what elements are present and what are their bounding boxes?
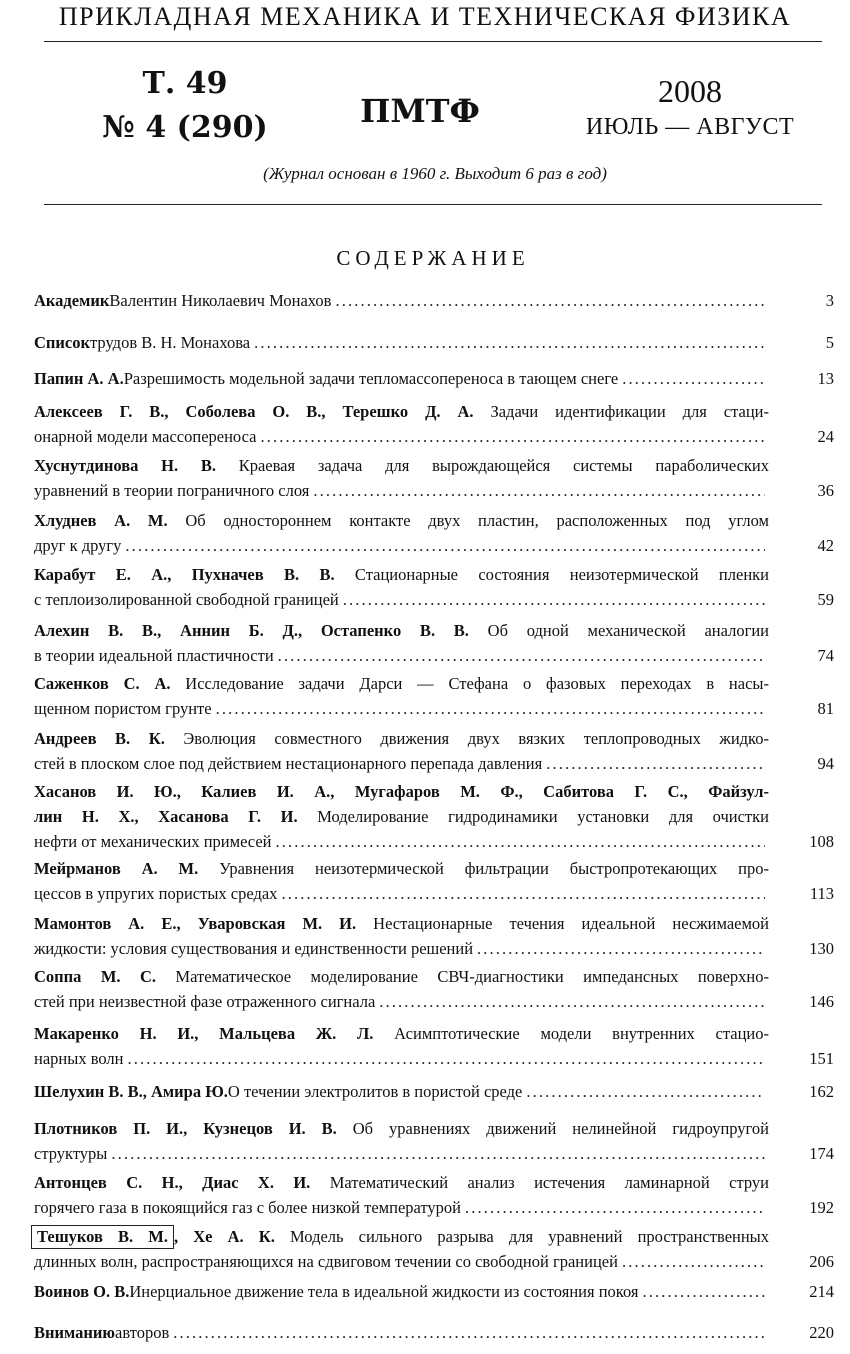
toc-title: друг к другу [34,536,122,555]
toc-author-boxed: Тешуков В. М. [31,1225,174,1249]
toc-entry [34,964,834,1014]
toc-entry [34,1079,834,1104]
contents-heading: СОДЕРЖАНИЕ [336,246,530,270]
toc-authors: Вниманию [34,1323,116,1342]
journal-abbreviation: ПМТФ [360,92,480,130]
dot-leader [622,1249,765,1274]
toc-authors: Папин А. А. [34,369,124,388]
toc-page-number: 206 [809,1252,834,1271]
toc-entry-line [34,751,769,776]
toc-title: О течении электролитов в пористой среде [227,1082,523,1101]
dot-leader [465,1195,765,1220]
toc-entry-line [34,1249,769,1274]
dot-leader [642,1279,765,1304]
toc-entry-line [34,1021,769,1046]
toc-entry [34,856,834,906]
toc-entry-line [34,424,769,449]
toc-entry-line [34,696,769,721]
toc-entry-line [34,288,769,313]
toc-entry-line [34,964,769,989]
toc-authors: Хлуднев А. М. [34,511,168,530]
toc-page-number: 3 [825,291,834,310]
dot-leader [216,696,765,721]
toc-page-number: 220 [809,1323,834,1342]
toc-entry-line [34,1046,769,1071]
toc-entry-line [34,1170,769,1195]
toc-title: авторов [115,1323,170,1342]
toc-authors: Макаренко Н. И., Мальцева Ж. Л. [34,1024,374,1043]
toc-authors: , Хе А. К. [174,1227,275,1246]
toc-entry-line [34,779,769,804]
toc-entry-line [34,856,769,881]
toc-entry-line [34,936,769,961]
toc-authors: Алехин В. В., Аннин Б. Д., Остапенко В. В. [34,621,469,640]
toc-page-number: 113 [809,884,834,903]
toc-entry-line [34,643,769,668]
toc-page-number: 5 [825,333,834,352]
toc-entry-line [34,1195,769,1220]
header-rule-bottom [44,204,822,205]
toc-authors: Карабут Е. А., Пухначев В. В. [34,565,335,584]
founded-note: (Журнал основан в 1960 г. Выходит 6 раз в год) [263,164,607,183]
toc-entry [34,618,834,668]
toc-title: в теории идеальной пластичности [34,646,274,665]
toc-title: структуры [34,1144,108,1163]
toc-page-number: 59 [817,590,834,609]
toc-page-number: 174 [809,1144,834,1163]
toc-title: Об одной механической аналогии [468,621,769,640]
dot-leader [125,533,765,558]
toc-authors: Академик [34,291,110,310]
toc-entry [34,726,834,776]
toc-page-number: 42 [817,536,834,555]
dot-leader [278,643,765,668]
toc-title: цессов в упругих пористых средах [34,884,278,903]
toc-entry-line [34,533,769,558]
toc-entry-line [34,453,769,478]
dot-leader [335,288,765,313]
toc-entry-line [34,330,769,355]
toc-title: Об одностороннем контакте двух пластин, расположенных под углом [167,511,769,530]
toc-entry [34,508,834,558]
toc-title: Математический анализ истечения ламинарной струи [310,1173,769,1192]
toc-title: Краевая задача для вырождающейся системы параболических [215,456,769,475]
journal-title: ПРИКЛАДНАЯ МЕХАНИКА И ТЕХНИЧЕСКАЯ ФИЗИКА [58,2,792,31]
toc-entry [34,779,834,854]
toc-entry-line [34,726,769,751]
toc-page-number: 146 [809,992,834,1011]
toc-authors: Мамонтов А. Е., Уваровская М. И. [34,914,357,933]
toc-entry [34,1279,834,1304]
toc-title: Стационарные состояния неизотермической пленки [334,565,769,584]
dot-leader [276,829,766,854]
toc-entry [34,366,834,391]
toc-entry [34,1224,834,1274]
toc-title: трудов В. Н. Монахова [90,333,251,352]
toc-title: стей в плоском слое под действием нестационарного перепада давления [34,754,543,773]
toc-authors: Алексеев Г. В., Соболева О. В., Терешко Д. А. [34,402,474,421]
dot-leader [281,881,765,906]
toc-entry [34,911,834,961]
toc-title: онарной модели массопереноса [34,427,257,446]
toc-title: Моделирование гидродинамики установки для очистки [297,807,769,826]
toc-title: Эволюция совместного движения двух вязких теплопроводных жидко- [164,729,769,748]
toc-authors: Андреев В. К. [34,729,165,748]
toc-authors: лин Н. Х., Хасанова Г. И. [34,807,298,826]
toc-title: Валентин Николаевич Монахов [109,291,332,310]
toc-entry-line [34,587,769,612]
toc-page-number: 74 [817,646,834,665]
toc-entry-line [34,618,769,643]
toc-authors: Хасанов И. Ю., Калиев И. А., Мугафаров М. Ф., Сабитова Г. С., Файзул- [34,782,769,801]
toc-entry [34,1170,834,1220]
dot-leader [622,366,765,391]
toc-entry-line [34,1141,769,1166]
toc-page-number: 13 [817,369,834,388]
toc-title: Разрешимость модельной задачи тепломассопереноса в тающем снеге [123,369,619,388]
toc-page-number: 108 [809,832,834,851]
date-block [570,72,810,144]
toc-title: стей при неизвестной фазе отраженного сигнала [34,992,376,1011]
issue-year: 2008 [658,73,722,109]
toc-page-number: 24 [817,427,834,446]
toc-entry-line [34,881,769,906]
toc-title: длинных волн, распространяющихся на сдвиговом течении со свободной границей [34,1252,618,1271]
toc-entry [34,1116,834,1166]
toc-title: нарных волн [34,1049,124,1068]
toc-entry-line [34,366,769,391]
toc-entry [34,453,834,503]
toc-authors: Шелухин В. В., Амира Ю. [34,1082,228,1101]
issue-number: № 4 (290) [102,110,268,145]
toc-authors: Антонцев С. Н., Диас Х. И. [34,1173,311,1192]
toc-entry-line [34,478,769,503]
dot-leader [526,1079,765,1104]
toc-title: Нестационарные течения идеальной несжимаемой [356,914,769,933]
toc-page-number: 81 [817,699,834,718]
toc-title: Математическое моделирование СВЧ-диагностики импедансных поверхно- [156,967,770,986]
toc-title: Об уравнениях движений нелинейной гидроупругой [336,1119,769,1138]
volume-block [70,62,300,150]
toc-entry-line [34,562,769,587]
dot-leader [477,936,765,961]
toc-entry-line [34,508,769,533]
toc-title: нефти от механических примесей [34,832,272,851]
toc-authors: Хуснутдинова Н. В. [34,456,216,475]
toc-page-number: 151 [809,1049,834,1068]
toc-entry-line [34,1116,769,1141]
toc-entry-line [34,829,769,854]
dot-leader [111,1141,765,1166]
toc-page-number: 162 [809,1082,834,1101]
toc-authors: Соппа М. С. [34,967,157,986]
dot-leader [343,587,765,612]
toc-page-number: 94 [817,754,834,773]
toc-page-number: 130 [809,939,834,958]
volume-number: Т. 49 [142,66,228,101]
header-rule-top [44,41,822,42]
toc-title: Исследование задачи Дарси — Стефана о фазовых переходах в насы- [170,674,769,693]
toc-entry-line [34,399,769,424]
dot-leader [313,478,765,503]
toc-authors: Мейрманов А. М. [34,859,199,878]
toc-entry-line [34,1320,769,1345]
dot-leader [260,424,765,449]
dot-leader [127,1046,765,1071]
toc-title: Уравнения неизотермической фильтрации быстропротекающих про- [198,859,769,878]
dot-leader [254,330,765,355]
toc-authors: Воинов О. В. [34,1282,130,1301]
toc-entry [34,288,834,313]
toc-entry-line [34,989,769,1014]
toc-page-number: 192 [809,1198,834,1217]
toc-title: с теплоизолированной свободной границей [34,590,339,609]
toc-entry-line [34,911,769,936]
toc-entry [34,399,834,449]
toc-title: Асимптотические модели внутренних стацио- [373,1024,769,1043]
toc-authors: Список [34,333,91,352]
toc-entry-line [34,804,769,829]
toc-title: Задачи идентификации для стаци- [473,402,769,421]
toc-entry [34,671,834,721]
toc-entry [34,330,834,355]
toc-authors: Саженков С. А. [34,674,171,693]
issue-months: ИЮЛЬ — АВГУСТ [585,114,795,140]
toc-entry [34,1320,834,1345]
toc-page-number: 214 [809,1282,834,1301]
toc-entry [34,1021,834,1071]
toc-title: Инерциальное движение тела в идеальной жидкости из состояния покоя [129,1282,639,1301]
dot-leader [546,751,765,776]
toc-title: горячего газа в покоящийся газ с более низкой температурой [34,1198,461,1217]
toc-entry-line [34,1279,769,1304]
toc-title: Модель сильного разрыва для уравнений пространственных [274,1227,770,1246]
dot-leader [173,1320,765,1345]
toc-entry-line [34,671,769,696]
toc-title: жидкости: условия существования и единственности решений [34,939,474,958]
toc-entry-line [34,1224,769,1249]
toc-entry-line [34,1079,769,1104]
toc-authors: Плотников П. И., Кузнецов И. В. [34,1119,337,1138]
dot-leader [379,989,765,1014]
toc-entry [34,562,834,612]
toc-title: щенном пористом грунте [34,699,212,718]
toc-page-number: 36 [817,481,834,500]
toc-title: уравнений в теории пограничного слоя [34,481,310,500]
